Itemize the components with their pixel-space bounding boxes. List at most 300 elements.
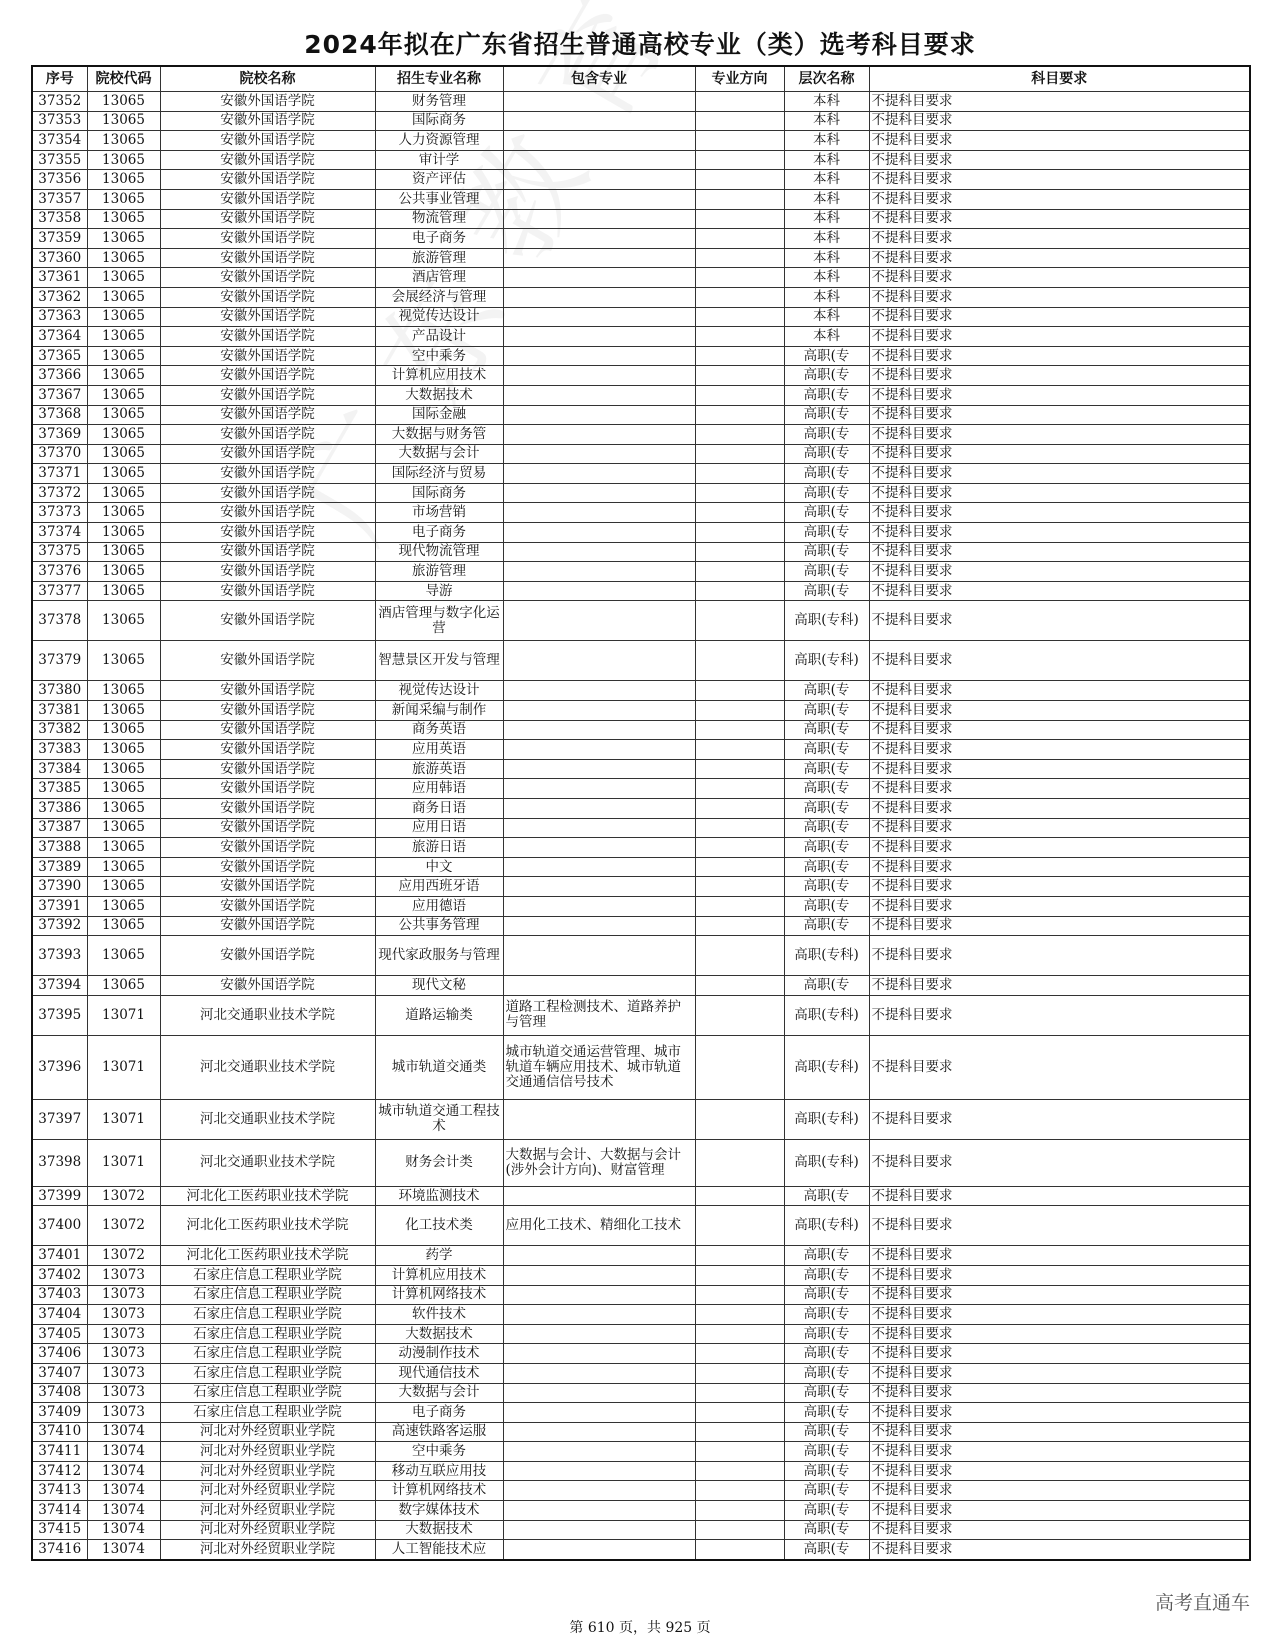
cell-school-name: 安徽外国语学院 bbox=[160, 916, 375, 936]
cell-school-code: 13065 bbox=[87, 483, 160, 503]
cell-school-code: 13065 bbox=[87, 366, 160, 386]
cell-included-majors bbox=[503, 1344, 695, 1364]
cell-index: 37416 bbox=[32, 1540, 87, 1560]
cell-major-name: 现代物流管理 bbox=[375, 542, 503, 562]
cell-school-name: 安徽外国语学院 bbox=[160, 759, 375, 779]
cell-subject-requirement: 不提科目要求 bbox=[869, 385, 1250, 405]
cell-level: 高职(专科) bbox=[784, 1206, 869, 1246]
cell-included-majors bbox=[503, 1481, 695, 1501]
cell-level: 本科 bbox=[784, 248, 869, 268]
cell-subject-requirement: 不提科目要求 bbox=[869, 681, 1250, 701]
header-level: 层次名称 bbox=[784, 66, 869, 92]
cell-major-name: 高速铁路客运服 bbox=[375, 1422, 503, 1442]
cell-subject-requirement: 不提科目要求 bbox=[869, 701, 1250, 721]
cell-included-majors bbox=[503, 1324, 695, 1344]
cell-subject-requirement: 不提科目要求 bbox=[869, 877, 1250, 897]
cell-index: 37381 bbox=[32, 701, 87, 721]
cell-index: 37357 bbox=[32, 189, 87, 209]
cell-major-name: 会展经济与管理 bbox=[375, 287, 503, 307]
cell-included-majors bbox=[503, 681, 695, 701]
table-row bbox=[32, 483, 1250, 503]
cell-school-code: 13065 bbox=[87, 581, 160, 601]
cell-school-name: 安徽外国语学院 bbox=[160, 818, 375, 838]
cell-included-majors bbox=[503, 877, 695, 897]
cell-included-majors bbox=[503, 307, 695, 327]
cell-major-direction bbox=[695, 150, 784, 170]
cell-index: 37366 bbox=[32, 366, 87, 386]
cell-included-majors: 应用化工技术、精细化工技术 bbox=[503, 1206, 695, 1246]
cell-school-code: 13065 bbox=[87, 562, 160, 582]
cell-major-direction bbox=[695, 799, 784, 819]
cell-major-direction bbox=[695, 1344, 784, 1364]
cell-index: 37387 bbox=[32, 818, 87, 838]
cell-school-code: 13065 bbox=[87, 857, 160, 877]
cell-index: 37363 bbox=[32, 307, 87, 327]
cell-school-code: 13071 bbox=[87, 995, 160, 1035]
cell-major-name: 城市轨道交通类 bbox=[375, 1035, 503, 1099]
cell-level: 高职(专 bbox=[784, 877, 869, 897]
cell-school-name: 安徽外国语学院 bbox=[160, 170, 375, 190]
cell-school-code: 13065 bbox=[87, 229, 160, 249]
cell-included-majors bbox=[503, 464, 695, 484]
cell-major-name: 大数据技术 bbox=[375, 1520, 503, 1540]
cell-included-majors bbox=[503, 818, 695, 838]
cell-school-name: 安徽外国语学院 bbox=[160, 150, 375, 170]
cell-school-code: 13065 bbox=[87, 346, 160, 366]
cell-school-code: 13065 bbox=[87, 248, 160, 268]
cell-subject-requirement: 不提科目要求 bbox=[869, 1520, 1250, 1540]
cell-school-code: 13065 bbox=[87, 92, 160, 112]
cell-index: 37378 bbox=[32, 601, 87, 641]
table-row bbox=[32, 877, 1250, 897]
cell-subject-requirement: 不提科目要求 bbox=[869, 1035, 1250, 1099]
cell-school-code: 13073 bbox=[87, 1363, 160, 1383]
cell-school-code: 13065 bbox=[87, 896, 160, 916]
cell-included-majors bbox=[503, 1305, 695, 1325]
cell-school-code: 13065 bbox=[87, 131, 160, 151]
cell-school-code: 13073 bbox=[87, 1324, 160, 1344]
cell-index: 37367 bbox=[32, 385, 87, 405]
cell-included-majors bbox=[503, 838, 695, 858]
cell-subject-requirement: 不提科目要求 bbox=[869, 346, 1250, 366]
cell-major-name: 现代通信技术 bbox=[375, 1363, 503, 1383]
cell-included-majors bbox=[503, 503, 695, 523]
cell-included-majors bbox=[503, 1186, 695, 1206]
cell-major-direction bbox=[695, 641, 784, 681]
cell-school-name: 安徽外国语学院 bbox=[160, 562, 375, 582]
cell-school-name: 安徽外国语学院 bbox=[160, 229, 375, 249]
cell-included-majors bbox=[503, 483, 695, 503]
cell-school-name: 河北交通职业技术学院 bbox=[160, 1099, 375, 1139]
table-row bbox=[32, 523, 1250, 543]
cell-subject-requirement: 不提科目要求 bbox=[869, 131, 1250, 151]
cell-level: 高职(专 bbox=[784, 720, 869, 740]
table-row bbox=[32, 1540, 1250, 1560]
cell-level: 高职(专 bbox=[784, 1383, 869, 1403]
cell-school-code: 13065 bbox=[87, 268, 160, 288]
cell-major-name: 财务管理 bbox=[375, 92, 503, 112]
table-row bbox=[32, 857, 1250, 877]
cell-level: 高职(专 bbox=[784, 542, 869, 562]
cell-level: 高职(专 bbox=[784, 1265, 869, 1285]
cell-major-name: 空中乘务 bbox=[375, 346, 503, 366]
cell-school-name: 安徽外国语学院 bbox=[160, 307, 375, 327]
cell-school-code: 13065 bbox=[87, 759, 160, 779]
cell-major-direction bbox=[695, 346, 784, 366]
cell-major-name: 视觉传达设计 bbox=[375, 681, 503, 701]
cell-major-name: 现代文秘 bbox=[375, 976, 503, 996]
table-row bbox=[32, 1501, 1250, 1521]
cell-school-name: 石家庄信息工程职业学院 bbox=[160, 1265, 375, 1285]
cell-school-code: 13073 bbox=[87, 1265, 160, 1285]
cell-subject-requirement: 不提科目要求 bbox=[869, 838, 1250, 858]
cell-major-name: 旅游英语 bbox=[375, 759, 503, 779]
cell-included-majors bbox=[503, 248, 695, 268]
cell-major-name: 动漫制作技术 bbox=[375, 1344, 503, 1364]
cell-level: 高职(专 bbox=[784, 581, 869, 601]
table-row bbox=[32, 1265, 1250, 1285]
cell-major-name: 产品设计 bbox=[375, 327, 503, 347]
cell-index: 37407 bbox=[32, 1363, 87, 1383]
cell-index: 37411 bbox=[32, 1442, 87, 1462]
table-row bbox=[32, 759, 1250, 779]
table-row bbox=[32, 405, 1250, 425]
cell-major-direction bbox=[695, 523, 784, 543]
cell-index: 37361 bbox=[32, 268, 87, 288]
cell-school-code: 13065 bbox=[87, 720, 160, 740]
cell-index: 37397 bbox=[32, 1099, 87, 1139]
cell-major-name: 空中乘务 bbox=[375, 1442, 503, 1462]
cell-major-name: 大数据技术 bbox=[375, 1324, 503, 1344]
cell-major-direction bbox=[695, 1520, 784, 1540]
cell-major-name: 视觉传达设计 bbox=[375, 307, 503, 327]
table-row bbox=[32, 1422, 1250, 1442]
cell-included-majors bbox=[503, 1442, 695, 1462]
cell-major-direction bbox=[695, 189, 784, 209]
cell-subject-requirement: 不提科目要求 bbox=[869, 581, 1250, 601]
cell-major-name: 应用日语 bbox=[375, 818, 503, 838]
requirements-table bbox=[31, 65, 1251, 1561]
header-subject-requirement: 科目要求 bbox=[869, 66, 1250, 92]
cell-index: 37374 bbox=[32, 523, 87, 543]
cell-school-name: 石家庄信息工程职业学院 bbox=[160, 1363, 375, 1383]
table-row bbox=[32, 1246, 1250, 1266]
cell-major-name: 应用韩语 bbox=[375, 779, 503, 799]
cell-included-majors bbox=[503, 1363, 695, 1383]
cell-school-code: 13074 bbox=[87, 1501, 160, 1521]
cell-level: 高职(专 bbox=[784, 1363, 869, 1383]
header-index: 序号 bbox=[32, 66, 87, 92]
table-row bbox=[32, 601, 1250, 641]
cell-school-name: 安徽外国语学院 bbox=[160, 287, 375, 307]
cell-level: 高职(专 bbox=[784, 799, 869, 819]
cell-level: 高职(专 bbox=[784, 1501, 869, 1521]
cell-school-name: 石家庄信息工程职业学院 bbox=[160, 1383, 375, 1403]
table-row bbox=[32, 896, 1250, 916]
cell-included-majors bbox=[503, 779, 695, 799]
cell-major-direction bbox=[695, 838, 784, 858]
cell-subject-requirement: 不提科目要求 bbox=[869, 444, 1250, 464]
cell-major-direction bbox=[695, 581, 784, 601]
cell-subject-requirement: 不提科目要求 bbox=[869, 307, 1250, 327]
table-row bbox=[32, 976, 1250, 996]
cell-index: 37406 bbox=[32, 1344, 87, 1364]
cell-major-name: 旅游管理 bbox=[375, 248, 503, 268]
cell-school-name: 安徽外国语学院 bbox=[160, 483, 375, 503]
cell-school-name: 河北对外经贸职业学院 bbox=[160, 1501, 375, 1521]
cell-school-code: 13065 bbox=[87, 740, 160, 760]
cell-index: 37352 bbox=[32, 92, 87, 112]
cell-included-majors bbox=[503, 799, 695, 819]
cell-major-direction bbox=[695, 1422, 784, 1442]
cell-school-code: 13074 bbox=[87, 1520, 160, 1540]
cell-major-direction bbox=[695, 385, 784, 405]
cell-major-direction bbox=[695, 857, 784, 877]
cell-subject-requirement: 不提科目要求 bbox=[869, 1206, 1250, 1246]
cell-subject-requirement: 不提科目要求 bbox=[869, 1324, 1250, 1344]
cell-school-name: 安徽外国语学院 bbox=[160, 444, 375, 464]
cell-level: 高职(专科) bbox=[784, 995, 869, 1035]
cell-included-majors bbox=[503, 209, 695, 229]
table-row bbox=[32, 1206, 1250, 1246]
cell-school-code: 13065 bbox=[87, 444, 160, 464]
cell-level: 本科 bbox=[784, 92, 869, 112]
cell-major-name: 电子商务 bbox=[375, 1403, 503, 1423]
cell-index: 37389 bbox=[32, 857, 87, 877]
cell-school-name: 河北交通职业技术学院 bbox=[160, 1139, 375, 1186]
cell-major-direction bbox=[695, 759, 784, 779]
header-school-name: 院校名称 bbox=[160, 66, 375, 92]
cell-major-direction bbox=[695, 601, 784, 641]
cell-index: 37412 bbox=[32, 1461, 87, 1481]
cell-major-direction bbox=[695, 542, 784, 562]
table-row bbox=[32, 581, 1250, 601]
cell-subject-requirement: 不提科目要求 bbox=[869, 464, 1250, 484]
cell-major-direction bbox=[695, 1206, 784, 1246]
cell-index: 37380 bbox=[32, 681, 87, 701]
cell-index: 37396 bbox=[32, 1035, 87, 1099]
cell-school-code: 13073 bbox=[87, 1383, 160, 1403]
cell-school-name: 安徽外国语学院 bbox=[160, 111, 375, 131]
table-row bbox=[32, 150, 1250, 170]
cell-subject-requirement: 不提科目要求 bbox=[869, 601, 1250, 641]
cell-index: 37368 bbox=[32, 405, 87, 425]
cell-major-direction bbox=[695, 287, 784, 307]
cell-index: 37354 bbox=[32, 131, 87, 151]
table-row bbox=[32, 268, 1250, 288]
cell-major-name: 计算机应用技术 bbox=[375, 1265, 503, 1285]
cell-level: 高职(专 bbox=[784, 366, 869, 386]
cell-major-name: 旅游日语 bbox=[375, 838, 503, 858]
cell-school-name: 河北交通职业技术学院 bbox=[160, 1035, 375, 1099]
cell-major-direction bbox=[695, 327, 784, 347]
cell-school-name: 河北交通职业技术学院 bbox=[160, 995, 375, 1035]
cell-school-code: 13065 bbox=[87, 425, 160, 445]
cell-included-majors bbox=[503, 1403, 695, 1423]
cell-school-code: 13074 bbox=[87, 1481, 160, 1501]
cell-included-majors: 城市轨道交通运营管理、城市轨道车辆应用技术、城市轨道交通通信信号技术 bbox=[503, 1035, 695, 1099]
cell-subject-requirement: 不提科目要求 bbox=[869, 1246, 1250, 1266]
cell-subject-requirement: 不提科目要求 bbox=[869, 641, 1250, 681]
cell-school-name: 安徽外国语学院 bbox=[160, 877, 375, 897]
cell-school-code: 13065 bbox=[87, 189, 160, 209]
table-row bbox=[32, 995, 1250, 1035]
cell-major-direction bbox=[695, 720, 784, 740]
cell-school-code: 13065 bbox=[87, 150, 160, 170]
cell-level: 高职(专 bbox=[784, 1422, 869, 1442]
cell-major-name: 商务英语 bbox=[375, 720, 503, 740]
table-row bbox=[32, 701, 1250, 721]
cell-school-name: 安徽外国语学院 bbox=[160, 542, 375, 562]
header-school-code: 院校代码 bbox=[87, 66, 160, 92]
cell-level: 高职(专 bbox=[784, 503, 869, 523]
cell-major-name: 应用西班牙语 bbox=[375, 877, 503, 897]
cell-major-direction bbox=[695, 1139, 784, 1186]
cell-school-code: 13065 bbox=[87, 542, 160, 562]
cell-level: 高职(专 bbox=[784, 759, 869, 779]
cell-index: 37372 bbox=[32, 483, 87, 503]
cell-school-code: 13065 bbox=[87, 818, 160, 838]
table-row bbox=[32, 818, 1250, 838]
table-row bbox=[32, 1442, 1250, 1462]
table-row bbox=[32, 1461, 1250, 1481]
cell-school-code: 13065 bbox=[87, 111, 160, 131]
cell-school-code: 13065 bbox=[87, 916, 160, 936]
cell-subject-requirement: 不提科目要求 bbox=[869, 1383, 1250, 1403]
cell-major-direction bbox=[695, 1540, 784, 1560]
cell-index: 37369 bbox=[32, 425, 87, 445]
cell-school-name: 安徽外国语学院 bbox=[160, 641, 375, 681]
cell-index: 37382 bbox=[32, 720, 87, 740]
cell-level: 高职(专科) bbox=[784, 1099, 869, 1139]
cell-level: 高职(专科) bbox=[784, 1035, 869, 1099]
table-row bbox=[32, 444, 1250, 464]
cell-major-name: 新闻采编与制作 bbox=[375, 701, 503, 721]
table-row bbox=[32, 1099, 1250, 1139]
cell-subject-requirement: 不提科目要求 bbox=[869, 1442, 1250, 1462]
cell-index: 37388 bbox=[32, 838, 87, 858]
cell-included-majors bbox=[503, 896, 695, 916]
cell-included-majors bbox=[503, 268, 695, 288]
cell-major-name: 计算机网络技术 bbox=[375, 1481, 503, 1501]
cell-school-name: 安徽外国语学院 bbox=[160, 346, 375, 366]
cell-major-name: 国际金融 bbox=[375, 405, 503, 425]
cell-included-majors bbox=[503, 366, 695, 386]
cell-level: 高职(专 bbox=[784, 1305, 869, 1325]
cell-school-name: 安徽外国语学院 bbox=[160, 131, 375, 151]
table-row bbox=[32, 779, 1250, 799]
cell-major-direction bbox=[695, 444, 784, 464]
cell-index: 37408 bbox=[32, 1383, 87, 1403]
cell-school-code: 13065 bbox=[87, 464, 160, 484]
cell-major-name: 国际商务 bbox=[375, 111, 503, 131]
cell-subject-requirement: 不提科目要求 bbox=[869, 1422, 1250, 1442]
table-header-row bbox=[32, 66, 1250, 92]
cell-subject-requirement: 不提科目要求 bbox=[869, 150, 1250, 170]
cell-major-direction bbox=[695, 111, 784, 131]
table-row bbox=[32, 287, 1250, 307]
cell-included-majors bbox=[503, 189, 695, 209]
cell-level: 高职(专 bbox=[784, 1520, 869, 1540]
cell-major-name: 应用英语 bbox=[375, 740, 503, 760]
cell-major-name: 移动互联应用技 bbox=[375, 1461, 503, 1481]
cell-level: 高职(专 bbox=[784, 1285, 869, 1305]
table-row bbox=[32, 1520, 1250, 1540]
cell-index: 37353 bbox=[32, 111, 87, 131]
table-row bbox=[32, 1035, 1250, 1099]
cell-major-name: 现代家政服务与管理 bbox=[375, 936, 503, 976]
cell-school-name: 安徽外国语学院 bbox=[160, 405, 375, 425]
cell-major-direction bbox=[695, 464, 784, 484]
cell-major-direction bbox=[695, 1481, 784, 1501]
cell-included-majors bbox=[503, 562, 695, 582]
cell-included-majors bbox=[503, 720, 695, 740]
cell-index: 37404 bbox=[32, 1305, 87, 1325]
cell-index: 37379 bbox=[32, 641, 87, 681]
table-row bbox=[32, 229, 1250, 249]
cell-included-majors bbox=[503, 641, 695, 681]
cell-subject-requirement: 不提科目要求 bbox=[869, 366, 1250, 386]
cell-major-direction bbox=[695, 976, 784, 996]
cell-included-majors bbox=[503, 1461, 695, 1481]
cell-major-name: 电子商务 bbox=[375, 523, 503, 543]
cell-school-name: 安徽外国语学院 bbox=[160, 936, 375, 976]
cell-level: 高职(专 bbox=[784, 444, 869, 464]
cell-included-majors bbox=[503, 170, 695, 190]
cell-included-majors: 道路工程检测技术、道路养护与管理 bbox=[503, 995, 695, 1035]
cell-index: 37415 bbox=[32, 1520, 87, 1540]
cell-subject-requirement: 不提科目要求 bbox=[869, 542, 1250, 562]
cell-major-direction bbox=[695, 1305, 784, 1325]
cell-major-direction bbox=[695, 818, 784, 838]
cell-included-majors bbox=[503, 759, 695, 779]
cell-index: 37393 bbox=[32, 936, 87, 976]
cell-index: 37400 bbox=[32, 1206, 87, 1246]
cell-major-name: 导游 bbox=[375, 581, 503, 601]
cell-subject-requirement: 不提科目要求 bbox=[869, 405, 1250, 425]
cell-school-name: 石家庄信息工程职业学院 bbox=[160, 1285, 375, 1305]
cell-school-name: 安徽外国语学院 bbox=[160, 740, 375, 760]
cell-major-name: 应用德语 bbox=[375, 896, 503, 916]
cell-subject-requirement: 不提科目要求 bbox=[869, 976, 1250, 996]
table-row bbox=[32, 92, 1250, 112]
cell-index: 37399 bbox=[32, 1186, 87, 1206]
table-row bbox=[32, 385, 1250, 405]
cell-school-code: 13074 bbox=[87, 1442, 160, 1462]
cell-index: 37398 bbox=[32, 1139, 87, 1186]
table-row bbox=[32, 740, 1250, 760]
table-row bbox=[32, 366, 1250, 386]
cell-major-name: 大数据技术 bbox=[375, 385, 503, 405]
cell-school-code: 13065 bbox=[87, 641, 160, 681]
cell-school-name: 安徽外国语学院 bbox=[160, 327, 375, 347]
cell-level: 本科 bbox=[784, 189, 869, 209]
cell-school-code: 13073 bbox=[87, 1285, 160, 1305]
cell-index: 37386 bbox=[32, 799, 87, 819]
cell-level: 高职(专 bbox=[784, 1324, 869, 1344]
table-row bbox=[32, 209, 1250, 229]
cell-subject-requirement: 不提科目要求 bbox=[869, 779, 1250, 799]
cell-subject-requirement: 不提科目要求 bbox=[869, 189, 1250, 209]
cell-major-direction bbox=[695, 483, 784, 503]
cell-index: 37385 bbox=[32, 779, 87, 799]
cell-school-code: 13065 bbox=[87, 385, 160, 405]
cell-major-name: 国际商务 bbox=[375, 483, 503, 503]
cell-included-majors bbox=[503, 1285, 695, 1305]
cell-major-direction bbox=[695, 1403, 784, 1423]
cell-school-code: 13065 bbox=[87, 838, 160, 858]
table-row bbox=[32, 1344, 1250, 1364]
